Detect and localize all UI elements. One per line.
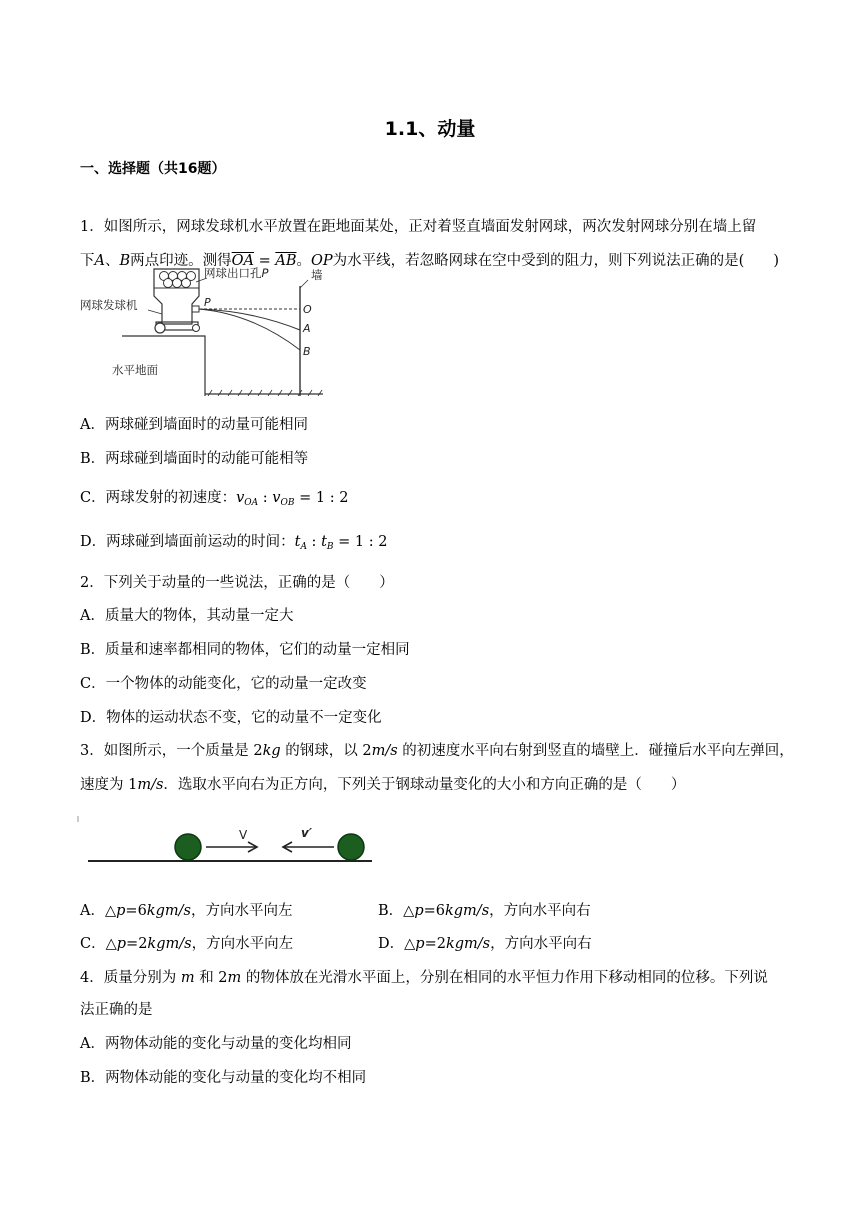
- arrow-right-icon: [206, 842, 257, 852]
- label-machine: 网球发球机: [80, 298, 138, 312]
- q2-option-b: B．质量和速率都相同的物体，它们的动量一定相同: [80, 642, 410, 658]
- trajectory-a: [199, 309, 300, 330]
- q3-option-b: B．△p=6kgm/s，方向水平向右: [378, 903, 591, 919]
- ball-left: [175, 834, 201, 860]
- q3-option-a: A．△p=6kgm/s，方向水平向左: [80, 903, 293, 919]
- q1-stem-line1: 1．如图所示，网球发球机水平放置在距地面某处，正对着竖直墙面发射网球，两次发射网球分别在墙上留: [80, 219, 757, 235]
- label-p: P: [204, 296, 211, 309]
- q4-stem-line1: 4．质量分别为 m 和 2m 的物体放在光滑水平面上，分别在相同的水平恒力作用下移动相同的位移。下列说: [80, 970, 768, 986]
- label-v: V: [239, 828, 248, 842]
- q3-option-d: D．△p=2kgm/s，方向水平向右: [378, 936, 592, 952]
- label-o: O: [303, 303, 312, 316]
- ab-overline: $\overline{AB}$: [275, 253, 297, 269]
- q2-option-d: D．物体的运动状态不变，它的动量不一定变化: [80, 710, 382, 726]
- machine-nozzle: [192, 306, 199, 312]
- ball-right: [338, 834, 364, 860]
- label-wall: 墙: [311, 268, 323, 282]
- q1-stem-line2: 下A、B两点印迹。测得$\overline{OA} = \overline{AB}$。OP为水平线，若忽略网球在空中受到的阻力，则下列说法正确的是( ): [80, 253, 779, 269]
- label-b: B: [303, 345, 311, 358]
- q1-option-c: C．两球发射的初速度：$v_{OA}$ : $v_{OB} = 1$ : 2: [80, 490, 349, 508]
- oa-overline: $\overline{OA}$: [231, 253, 254, 269]
- q2-stem: 2．下列关于动量的一些说法，正确的是（ ）: [80, 575, 394, 591]
- q4-option-b: B．两物体动能的变化与动量的变化均不相同: [80, 1070, 367, 1086]
- section-heading: 一、选择题（共16题）: [80, 161, 226, 177]
- q1-option-b: B．两球碰到墙面时的动能可能相等: [80, 451, 309, 467]
- q1-figure: [78, 266, 338, 396]
- q3-stem-line1: 3．如图所示，一个质量是 2kg 的钢球，以 2m/s 的初速度水平向右射到竖直的墙壁上．碰撞后水平向左弹回，: [80, 743, 794, 759]
- ground-hatching: [208, 390, 322, 396]
- machine-wheel: [155, 323, 165, 333]
- q2-option-a: A．质量大的物体，其动量一定大: [80, 608, 294, 624]
- q3-option-c: C．△p=2kgm/s，方向水平向左: [80, 936, 294, 952]
- q3-figure: [76, 812, 376, 868]
- label-a: A: [303, 322, 311, 335]
- label-hole: 网球出口孔P: [204, 266, 269, 280]
- tennis-balls: [160, 272, 196, 288]
- q2-option-c: C．一个物体的动能变化，它的动量一定改变: [80, 676, 367, 692]
- q4-stem-line2: 法正确的是: [80, 1002, 153, 1018]
- q1-option-a: A．两球碰到墙面时的动量可能相同: [80, 417, 308, 433]
- arrow-left-icon: [283, 842, 334, 852]
- q3-stem-line2: 速度为 1m/s．选取水平向右为正方向，下列关于钢球动量变化的大小和方向正确的是（ ）: [80, 777, 686, 793]
- page-title: 1.1、动量: [384, 118, 476, 140]
- q1-option-d: D．两球碰到墙面前运动的时间：$t_A$ : $t_B = 1$ : 2: [80, 534, 388, 552]
- label-ground: 水平地面: [112, 363, 158, 377]
- q4-option-a: A．两物体动能的变化与动量的变化均相同: [80, 1036, 352, 1052]
- label-v-prime: v′: [301, 826, 312, 840]
